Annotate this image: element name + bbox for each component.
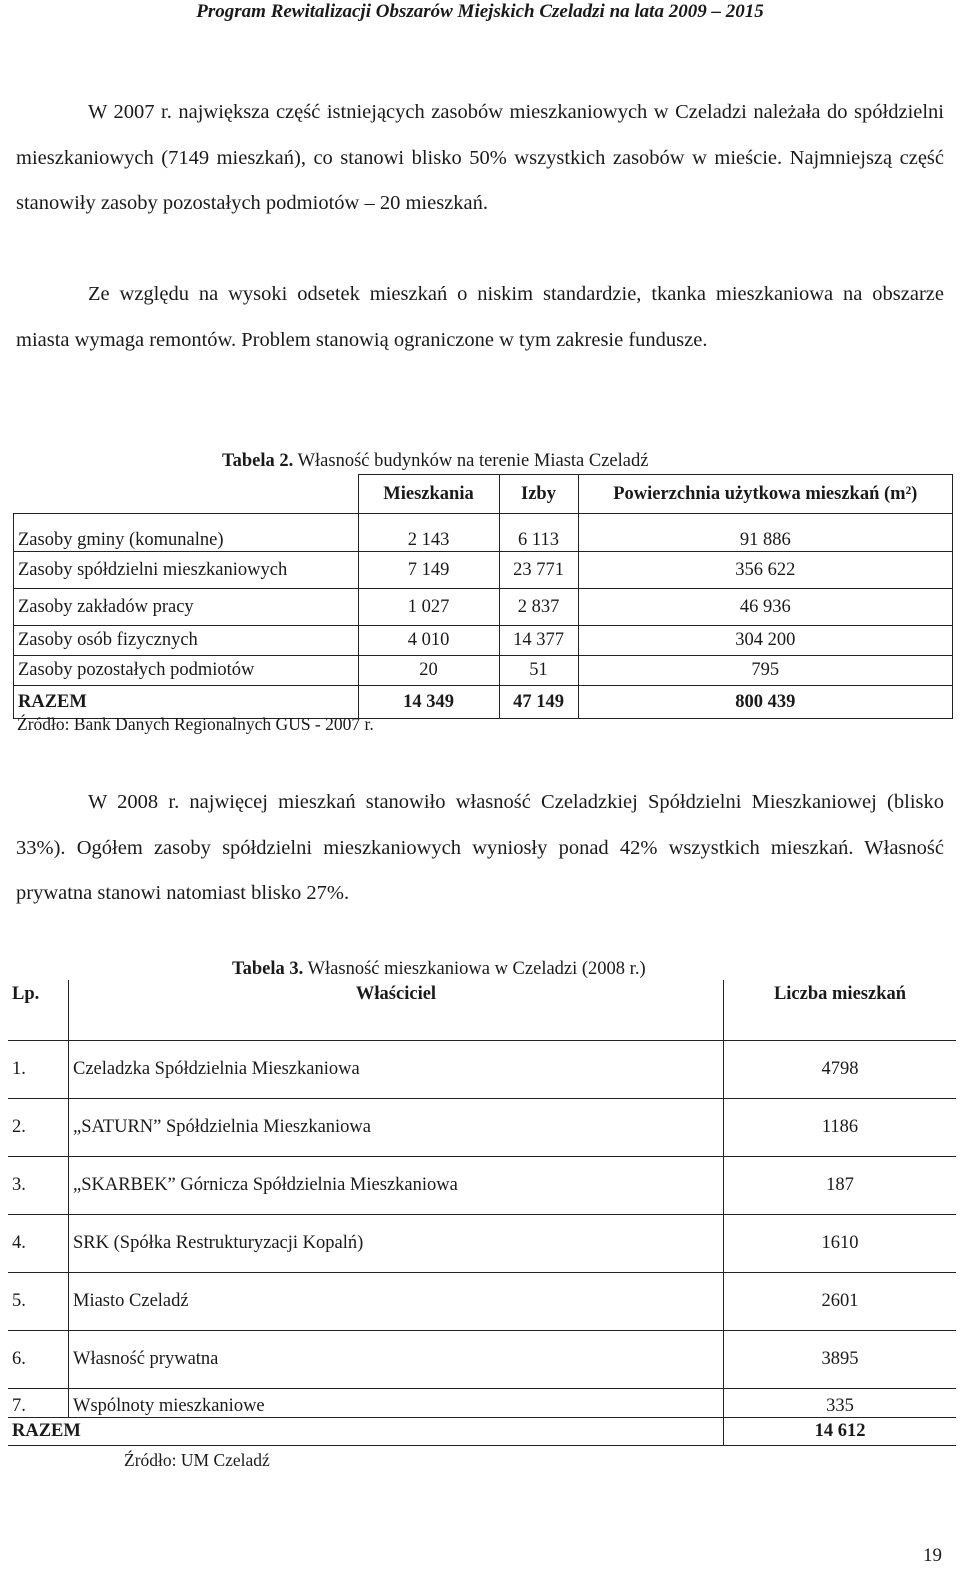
table3-header-owner: Właściciel (69, 980, 724, 1041)
row-owner: SRK (Spółka Restrukturyzacji Kopalń) (69, 1215, 724, 1273)
row-lp: 6. (8, 1331, 69, 1389)
table3-header-row (8, 980, 956, 1041)
row-lp: 5. (8, 1273, 69, 1331)
table-building-ownership (13, 474, 953, 719)
paragraph-2008: W 2008 r. najwięcej mieszkań stanowiło własność Czeladzkiej Spółdzielni Mieszkaniowej (blisko 33%). Ogółem zasoby spółdzielni mieszkaniowych wyniosły ponad 42% wszystkich mieszkań. Własność prywatna stanowi natomiast blisko 27%. (16, 791, 944, 904)
total-label: RAZEM (8, 1418, 724, 1446)
total-count: 14 612 (724, 1418, 957, 1446)
row-mieszkania: 20 (358, 656, 499, 686)
row-count: 187 (724, 1157, 957, 1215)
row-powierzchnia: 356 622 (578, 552, 953, 589)
row-count: 1610 (724, 1215, 957, 1273)
paragraph-2007: W 2007 r. największa część istniejących zasobów mieszkaniowych w Czeladzi należała do spółdzielni mieszkaniowych (7149 mieszkań), co stanowi blisko 50% wszystkich zasobów w mieście. Najmniejszą część stanowiły zasoby pozostałych podmiotów – 20 mieszkań. (16, 101, 944, 214)
total-izby: 47 149 (499, 686, 578, 719)
row-count: 2601 (724, 1273, 957, 1331)
table2-header-powierzchnia: Powierzchnia użytkowa mieszkań (m²) (578, 475, 953, 514)
table-row (14, 626, 953, 656)
table-row (14, 589, 953, 626)
row-name: Zasoby gminy (komunalne) (14, 514, 359, 552)
table-row (8, 1389, 956, 1418)
row-powierzchnia: 795 (578, 656, 953, 686)
row-owner: Własność prywatna (69, 1331, 724, 1389)
row-owner: Miasto Czeladź (69, 1273, 724, 1331)
total-label: RAZEM (14, 686, 359, 719)
row-mieszkania: 2 143 (358, 514, 499, 552)
row-lp: 4. (8, 1215, 69, 1273)
table2-header-izby: Izby (499, 475, 578, 514)
table3-total-row (8, 1418, 956, 1446)
table2-source: Źródło: Bank Danych Regionalnych GUS - 2007 r. (17, 714, 374, 734)
table2-header-row (14, 475, 953, 514)
row-owner: „SKARBEK” Górnicza Spółdzielnia Mieszkaniowa (69, 1157, 724, 1215)
table2-header-mieszkania: Mieszkania (358, 475, 499, 514)
table-row (8, 1157, 956, 1215)
row-izby: 14 377 (499, 626, 578, 656)
table2-caption (222, 450, 648, 472)
table-housing-ownership (8, 980, 956, 1446)
page-header: Program Rewitalizacji Obszarów Miejskich Czeladzi na lata 2009 – 2015 (196, 1, 764, 22)
row-owner: Wspólnoty mieszkaniowe (69, 1389, 724, 1418)
table-row (8, 1215, 956, 1273)
table3-caption-text: Własność mieszkaniowa w Czeladzi (2008 r.) (303, 959, 646, 979)
table3-source: Źródło: UM Czeladź (124, 1450, 270, 1470)
row-lp: 3. (8, 1157, 69, 1215)
row-name: Zasoby pozostałych podmiotów (14, 656, 359, 686)
table3-header-lp: Lp. (8, 980, 69, 1041)
row-powierzchnia: 46 936 (578, 589, 953, 626)
row-lp: 1. (8, 1041, 69, 1099)
table-row (8, 1041, 956, 1099)
table2-caption-label: Tabela 2. (222, 451, 294, 471)
table3-caption-label: Tabela 3. (232, 959, 304, 979)
row-count: 4798 (724, 1041, 957, 1099)
table2-caption-text: Własność budynków na terenie Miasta Czeladź (293, 451, 649, 471)
row-name: Zasoby osób fizycznych (14, 626, 359, 656)
table-row (8, 1331, 956, 1389)
row-izby: 51 (499, 656, 578, 686)
row-count: 335 (724, 1389, 957, 1418)
row-lp: 2. (8, 1099, 69, 1157)
row-izby: 2 837 (499, 589, 578, 626)
row-izby: 6 113 (499, 514, 578, 552)
table-row (14, 656, 953, 686)
table3-header-count: Liczba mieszkań (724, 980, 957, 1041)
row-count: 1186 (724, 1099, 957, 1157)
table-row (8, 1099, 956, 1157)
row-lp: 7. (8, 1389, 69, 1418)
row-mieszkania: 4 010 (358, 626, 499, 656)
table2-header-blank (14, 475, 359, 514)
row-name: Zasoby spółdzielni mieszkaniowych (14, 552, 359, 589)
row-powierzchnia: 91 886 (578, 514, 953, 552)
paragraph-renovation: Ze względu na wysoki odsetek mieszkań o niskim standardzie, tkanka mieszkaniowa na obszarze miasta wymaga remontów. Problem stanowią ograniczone w tym zakresie fundusze. (16, 283, 944, 351)
row-izby: 23 771 (499, 552, 578, 589)
row-count: 3895 (724, 1331, 957, 1389)
row-mieszkania: 7 149 (358, 552, 499, 589)
total-mieszkania: 14 349 (358, 686, 499, 719)
table-row (14, 514, 953, 552)
row-name: Zasoby zakładów pracy (14, 589, 359, 626)
row-owner: „SATURN” Spółdzielnia Mieszkaniowa (69, 1099, 724, 1157)
table-row (14, 552, 953, 589)
table3-caption (232, 958, 646, 980)
row-owner: Czeladzka Spółdzielnia Mieszkaniowa (69, 1041, 724, 1099)
page-number: 19 (923, 1545, 942, 1566)
row-mieszkania: 1 027 (358, 589, 499, 626)
total-powierzchnia: 800 439 (578, 686, 953, 719)
row-powierzchnia: 304 200 (578, 626, 953, 656)
table-row (8, 1273, 956, 1331)
